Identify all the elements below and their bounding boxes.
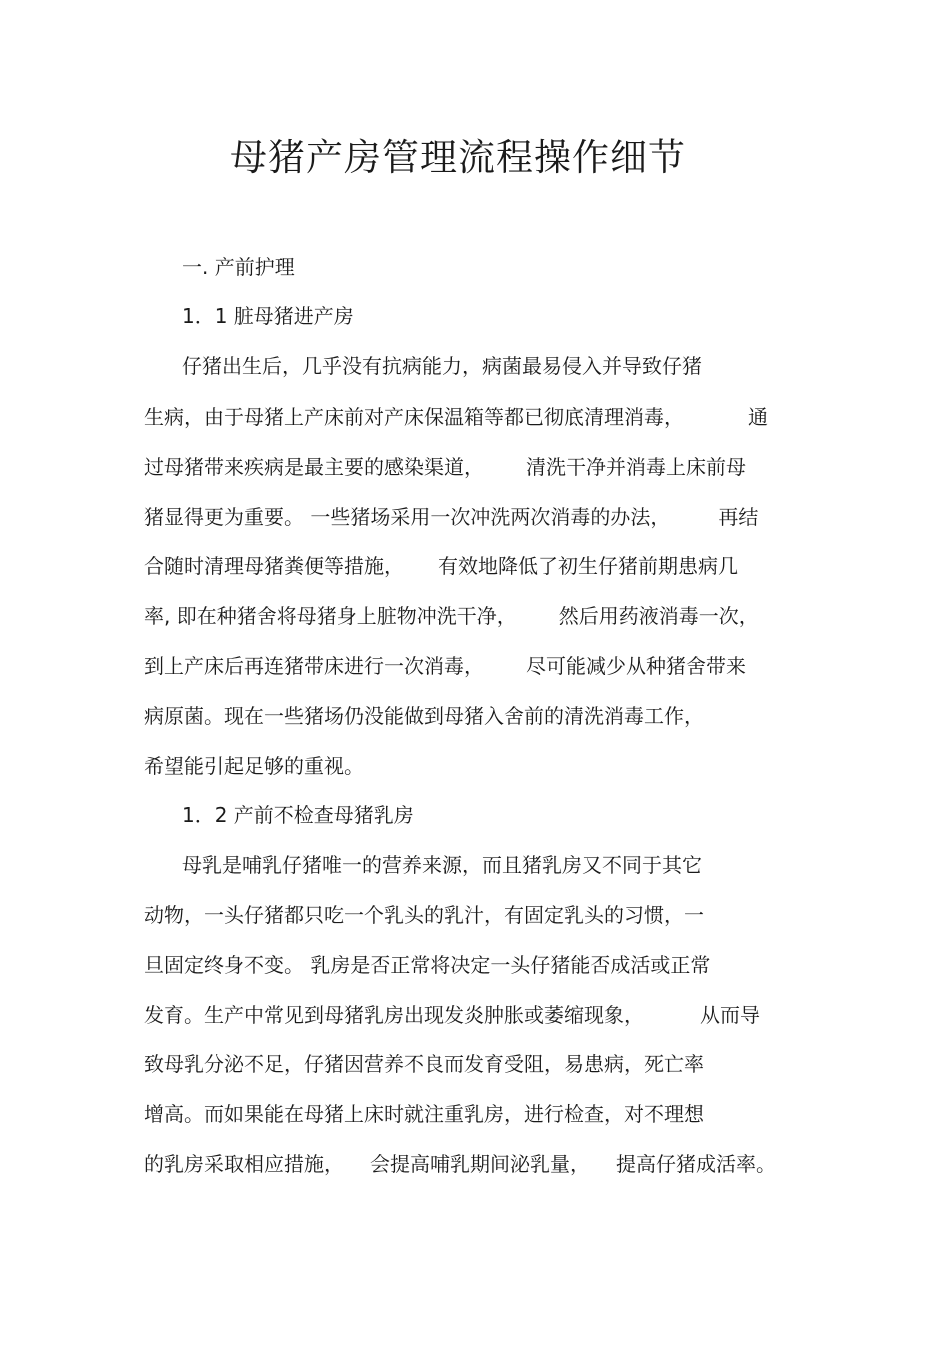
text-segment: 率, 即在种猪舍将母猪身上脏物冲洗干净， — [144, 604, 517, 628]
paragraph-line — [144, 551, 738, 581]
text-segment: 再结 — [718, 505, 759, 529]
paragraph-line — [144, 601, 759, 631]
paragraph-line — [144, 452, 746, 482]
text-segment: 过母猪带来疾病是最主要的感染渠道， — [144, 455, 484, 479]
subsection-heading: 1．2 产前不检查母猪乳房 — [182, 803, 414, 827]
document-title: 母猪产房管理流程操作细节 — [230, 136, 686, 179]
text-segment: 有效地降低了初生仔猪前期患病几 — [438, 554, 738, 578]
paragraph-line — [144, 502, 758, 532]
text-segment: 从而导 — [700, 1003, 760, 1027]
paragraph-line — [144, 1000, 760, 1030]
paragraph-line: 仔猪出生后，几乎没有抗病能力，病菌最易侵入并导致仔猪 — [182, 354, 702, 378]
paragraph-line: 希望能引起足够的重视。 — [144, 754, 364, 778]
paragraph-line: 病原菌。现在一些猪场仍没能做到母猪入舍前的清洗消毒工作， — [144, 704, 704, 728]
text-segment: 发育。生产中常见到母猪乳房出现发炎肿胀或萎缩现象， — [144, 1003, 644, 1027]
text-segment: 生病，由于母猪上产床前对产床保温箱等都已彻底清理消毒， — [144, 405, 684, 429]
text-segment: 会提高哺乳期间泌乳量， — [370, 1152, 590, 1176]
paragraph-line — [144, 651, 746, 681]
text-segment: 通 — [748, 405, 768, 429]
paragraph-line: 致母乳分泌不足，仔猪因营养不良而发育受阻，易患病，死亡率 — [144, 1052, 704, 1076]
section-heading: 一. 产前护理 — [182, 255, 295, 279]
text-segment: 然后用药液消毒一次， — [558, 604, 759, 628]
paragraph-line: 增高。而如果能在母猪上床时就注重乳房，进行检查，对不理想 — [144, 1102, 704, 1126]
paragraph-line: 旦固定终身不变。 乳房是否正常将决定一头仔猪能否成活或正常 — [144, 953, 711, 977]
paragraph-line: 母乳是哺乳仔猪唯一的营养来源，而且猪乳房又不同于其它 — [182, 853, 702, 877]
text-segment: 提高仔猪成活率。 — [616, 1152, 776, 1176]
paragraph-line — [144, 1149, 776, 1179]
subsection-heading: 1．1 脏母猪进产房 — [182, 304, 354, 328]
paragraph-line — [144, 402, 768, 432]
paragraph-line: 动物，一头仔猪都只吃一个乳头的乳汁，有固定乳头的习惯，一 — [144, 903, 704, 927]
text-segment: 猪显得更为重要。 一些猪场采用一次冲洗两次消毒的办法， — [144, 505, 671, 529]
text-segment: 合随时清理母猪粪便等措施， — [144, 554, 404, 578]
text-segment: 的乳房采取相应措施， — [144, 1152, 344, 1176]
text-segment: 尽可能减少从种猪舍带来 — [526, 654, 746, 678]
text-segment: 清洗干净并消毒上床前母 — [526, 455, 746, 479]
text-segment: 到上产床后再连猪带床进行一次消毒， — [144, 654, 484, 678]
